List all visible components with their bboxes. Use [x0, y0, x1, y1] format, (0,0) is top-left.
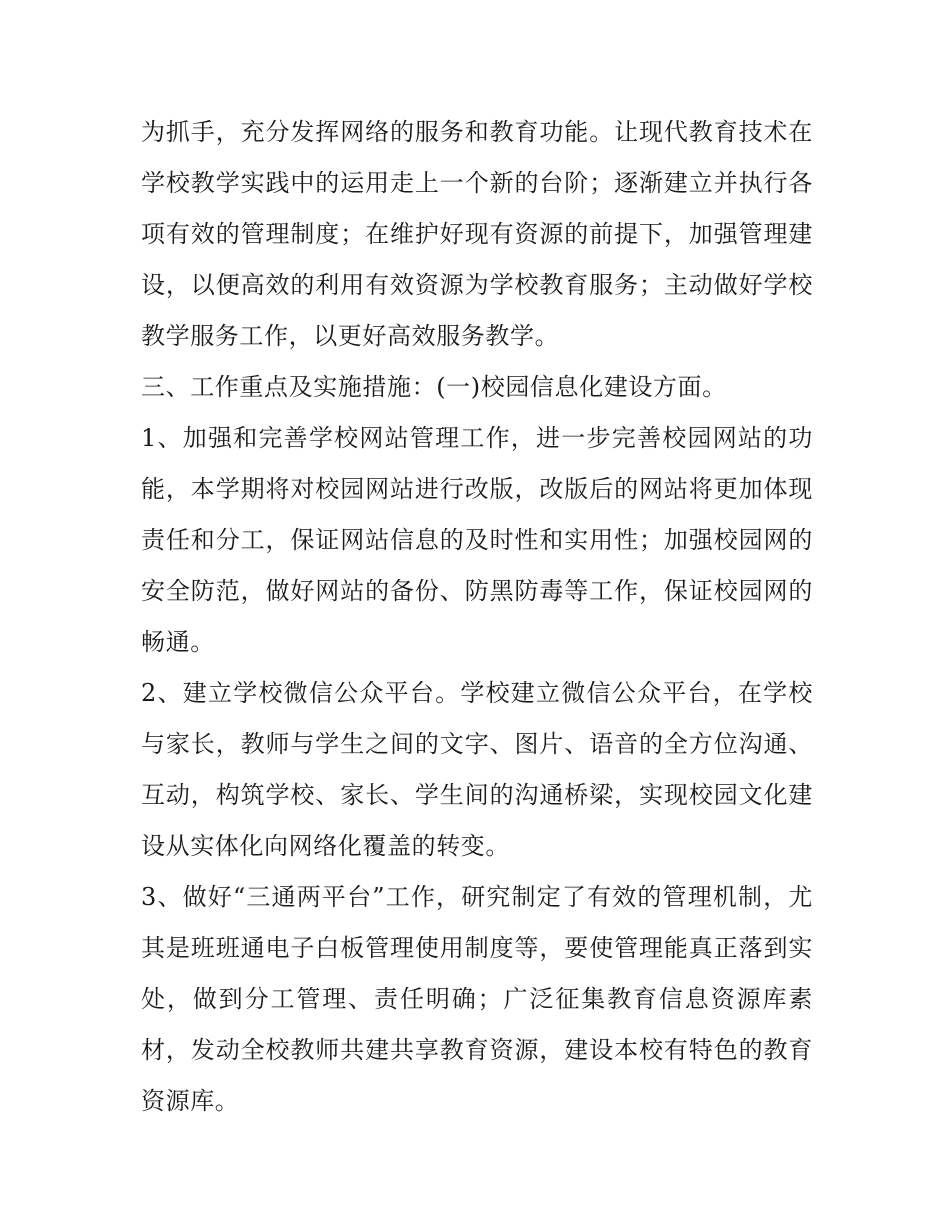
text-line: 2、建立学校微信公众平台。学校建立微信公众平台，在学校 — [141, 679, 813, 707]
text-line: 3、做好“三通两平台”工作，研究制定了有效的管理机制，尤 — [141, 883, 813, 911]
paragraph-item-2 — [141, 668, 813, 872]
paragraph-item-3 — [141, 872, 813, 1127]
text-line: 项有效的管理制度；在维护好现有资源的前提下，加强管理建 — [141, 220, 813, 248]
text-line: 设从实体化向网络化覆盖的转变。 — [141, 832, 510, 860]
text-line: 设，以便高效的利用有效资源为学校教育服务；主动做好学校 — [141, 271, 813, 299]
paragraph-intro — [141, 107, 813, 362]
text-line: 三、工作重点及实施措施：(一)校园信息化建设方面。 — [141, 373, 727, 401]
document-body — [141, 107, 813, 1127]
text-line: 互动，构筑学校、家长、学生间的沟通桥梁，实现校园文化建 — [141, 781, 813, 809]
text-line: 学校教学实践中的运用走上一个新的台阶；逐渐建立并执行各 — [141, 169, 813, 197]
text-line: 材，发动全校教师共建共享教育资源，建设本校有特色的教育 — [141, 1036, 813, 1064]
text-line: 责任和分工，保证网站信息的及时性和实用性；加强校园网的 — [141, 526, 813, 554]
text-line: 畅通。 — [141, 628, 215, 656]
text-line: 教学服务工作，以更好高效服务教学。 — [141, 322, 560, 350]
text-line: 资源库。 — [141, 1087, 240, 1115]
section-heading-3 — [141, 362, 813, 413]
text-line: 其是班班通电子白板管理使用制度等，要使管理能真正落到实 — [141, 934, 813, 962]
text-line: 1、加强和完善学校网站管理工作，进一步完善校园网站的功 — [141, 424, 813, 452]
text-line: 与家长，教师与学生之间的文字、图片、语音的全方位沟通、 — [141, 730, 813, 758]
text-line: 安全防范，做好网站的备份、防黑防毒等工作，保证校园网的 — [141, 577, 813, 605]
text-line: 为抓手，充分发挥网络的服务和教育功能。让现代教育技术在 — [141, 118, 813, 146]
text-line: 能，本学期将对校园网站进行改版，改版后的网站将更加体现 — [141, 475, 813, 503]
text-line: 处，做到分工管理、责任明确；广泛征集教育信息资源库素 — [141, 985, 813, 1013]
paragraph-item-1 — [141, 413, 813, 668]
